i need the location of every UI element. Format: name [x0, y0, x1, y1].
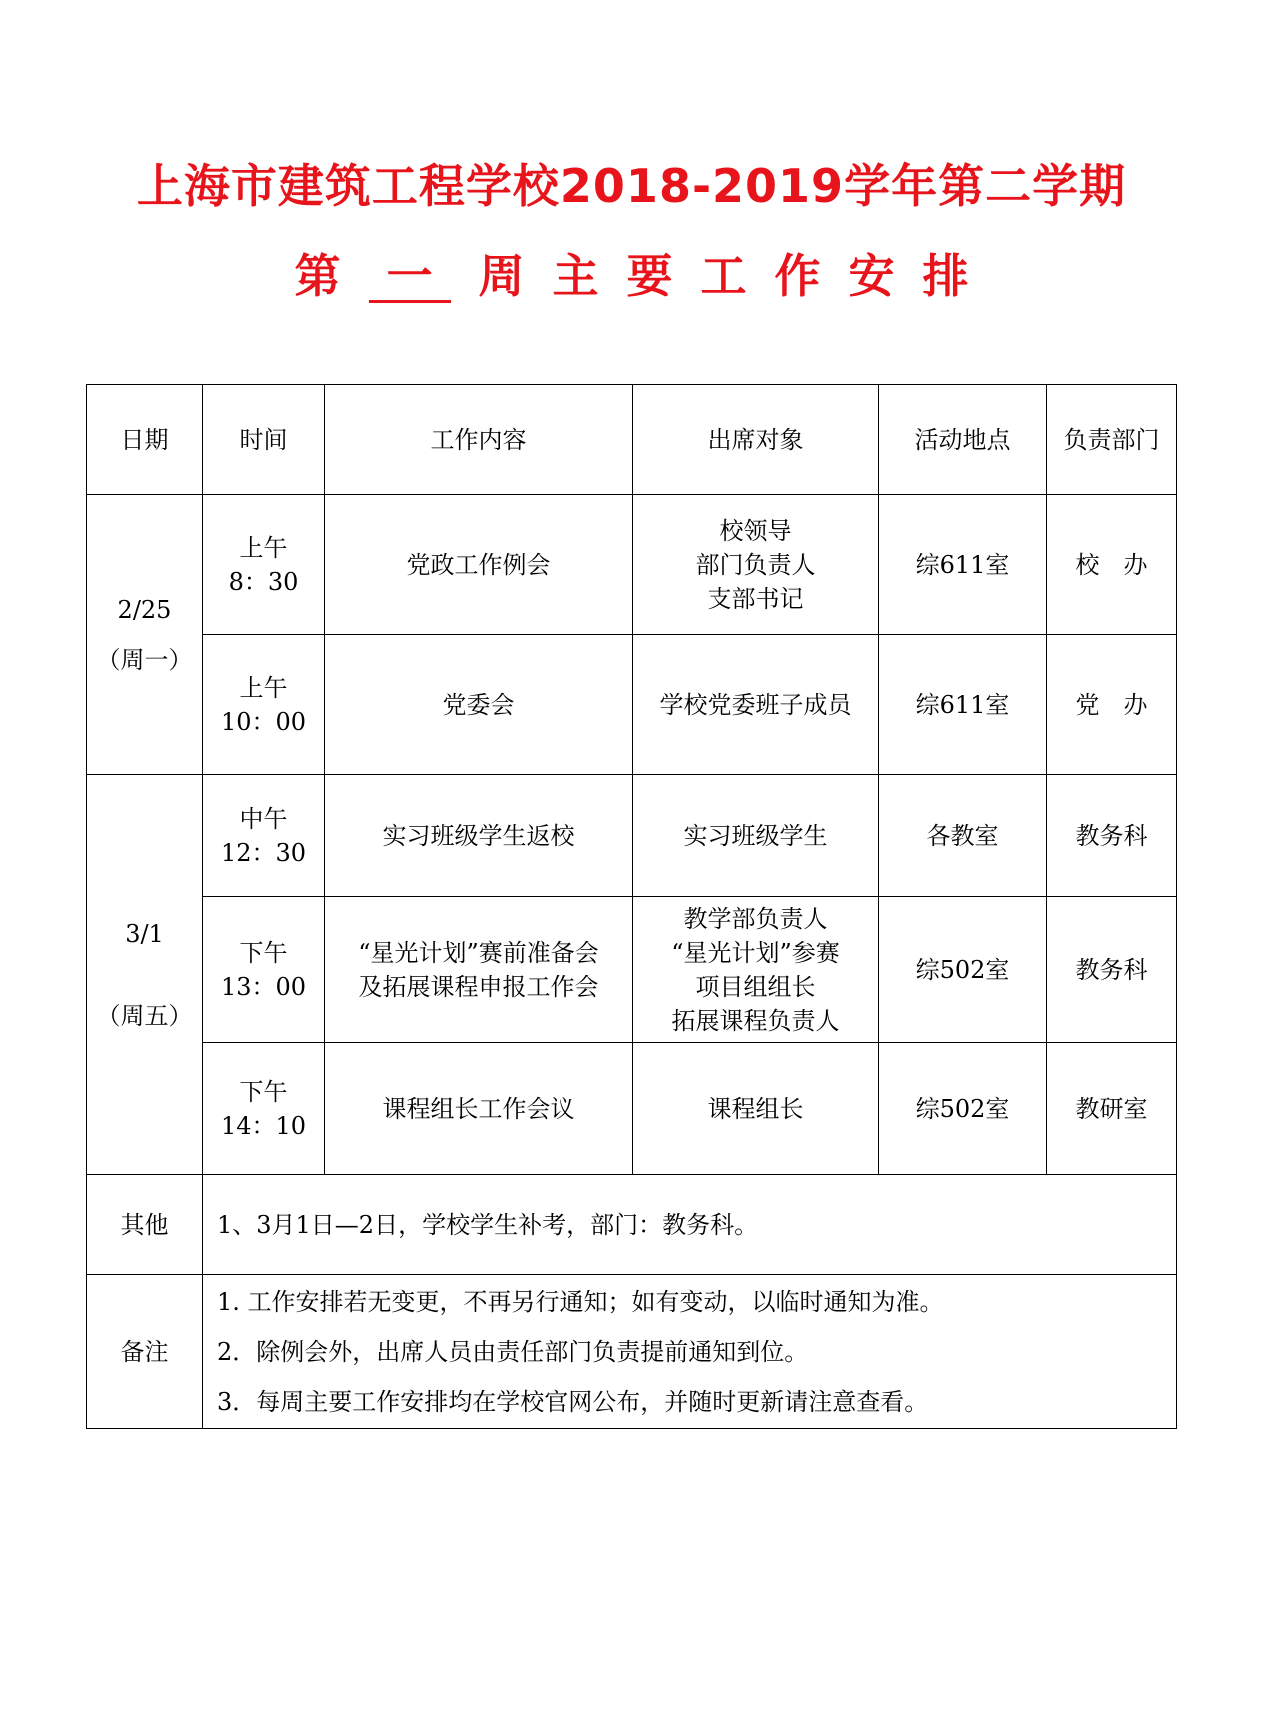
header-date: 日期	[87, 385, 203, 495]
period-text: 下午	[239, 938, 288, 967]
subtitle-char: 周	[478, 249, 525, 303]
attendees-cell	[633, 775, 879, 897]
content-cell	[325, 775, 633, 897]
dept-cell: 教务科	[1047, 775, 1177, 897]
attendee-text: 实习班级学生	[683, 821, 828, 850]
content-text: 及拓展课程申报工作会	[358, 972, 599, 1001]
content-text: “星光计划”赛前准备会	[358, 938, 599, 967]
time-cell	[203, 495, 325, 635]
other-label: 其他	[87, 1175, 203, 1275]
other-row	[87, 1175, 1177, 1275]
dept-cell: 教研室	[1047, 1043, 1177, 1175]
header-location: 活动地点	[879, 385, 1047, 495]
week-number: 一	[369, 252, 451, 303]
time-cell	[203, 635, 325, 775]
attendee-text: “星光计划”参赛	[671, 938, 840, 967]
content-cell	[325, 897, 633, 1043]
remark-item: 2．除例会外，出席人员由责任部门负责提前通知到位。	[217, 1337, 809, 1366]
attendees-cell	[633, 635, 879, 775]
remarks-label: 备注	[87, 1275, 203, 1429]
time-text: 13：00	[220, 972, 307, 1001]
attendee-text: 部门负责人	[695, 550, 816, 579]
table-header-row	[87, 385, 1177, 495]
content-text: 党政工作例会	[406, 550, 551, 579]
document-subtitle	[0, 240, 1263, 306]
date-text: 3/1	[125, 919, 164, 948]
period-text: 上午	[239, 533, 288, 562]
subtitle-char: 工	[700, 249, 747, 303]
subtitle-char: 作	[774, 249, 821, 303]
attendees-cell	[633, 897, 879, 1043]
content-cell	[325, 1043, 633, 1175]
weekday-text: （周一）	[96, 645, 193, 674]
content-text: 课程组长工作会议	[382, 1094, 575, 1123]
time-cell	[203, 897, 325, 1043]
attendee-text: 教学部负责人	[683, 904, 828, 933]
location-cell: 各教室	[879, 775, 1047, 897]
subtitle-char: 要	[626, 249, 673, 303]
attendee-text: 支部书记	[707, 584, 804, 613]
content-cell	[325, 635, 633, 775]
time-text: 12：30	[220, 838, 307, 867]
remarks-row	[87, 1275, 1177, 1429]
date-text: 2/25	[117, 595, 172, 624]
period-text: 上午	[239, 673, 288, 702]
remark-item: 3．每周主要工作安排均在学校官网公布，并随时更新请注意查看。	[217, 1387, 929, 1416]
dept-cell: 教务科	[1047, 897, 1177, 1043]
location-cell: 综611室	[879, 635, 1047, 775]
attendee-text: 学校党委班子成员	[659, 690, 852, 719]
location-cell: 综502室	[879, 897, 1047, 1043]
header-time: 时间	[203, 385, 325, 495]
header-dept: 负责部门	[1047, 385, 1177, 495]
table-row	[87, 495, 1177, 635]
table-row	[87, 635, 1177, 775]
subtitle-prefix: 第	[294, 249, 341, 303]
weekday-text: （周五）	[96, 1001, 193, 1030]
attendees-cell	[633, 1043, 879, 1175]
dept-cell: 党 办	[1047, 635, 1177, 775]
subtitle-char: 安	[848, 249, 895, 303]
period-text: 中午	[239, 804, 288, 833]
content-text: 党委会	[442, 690, 515, 719]
time-cell	[203, 1043, 325, 1175]
location-cell: 综502室	[879, 1043, 1047, 1175]
header-content: 工作内容	[325, 385, 633, 495]
schedule-table	[86, 384, 1177, 1429]
table-row	[87, 897, 1177, 1043]
attendee-text: 校领导	[719, 516, 792, 545]
time-text: 10：00	[220, 707, 307, 736]
date-cell	[87, 775, 203, 1175]
attendees-cell	[633, 495, 879, 635]
table-row	[87, 1043, 1177, 1175]
document-title: 上海市建筑工程学校2018-2019学年第二学期	[136, 159, 1127, 213]
other-text: 1、3月1日—2日，学校学生补考，部门：教务科。	[203, 1175, 1177, 1275]
remarks-list	[203, 1275, 1177, 1429]
time-cell	[203, 775, 325, 897]
header-attendees: 出席对象	[633, 385, 879, 495]
time-text: 8：30	[228, 567, 299, 596]
remark-item: 1. 工作安排若无变更，不再另行通知；如有变动，以临时通知为准。	[217, 1287, 944, 1316]
attendee-text: 项目组组长	[695, 972, 816, 1001]
dept-cell: 校 办	[1047, 495, 1177, 635]
attendee-text: 课程组长	[707, 1094, 804, 1123]
attendee-text: 拓展课程负责人	[671, 1006, 840, 1035]
location-cell: 综611室	[879, 495, 1047, 635]
table-row	[87, 775, 1177, 897]
date-cell	[87, 495, 203, 775]
time-text: 14：10	[220, 1111, 307, 1140]
subtitle-char: 主	[552, 249, 599, 303]
subtitle-char: 排	[922, 249, 969, 303]
content-cell	[325, 495, 633, 635]
content-text: 实习班级学生返校	[382, 821, 575, 850]
period-text: 下午	[239, 1077, 288, 1106]
